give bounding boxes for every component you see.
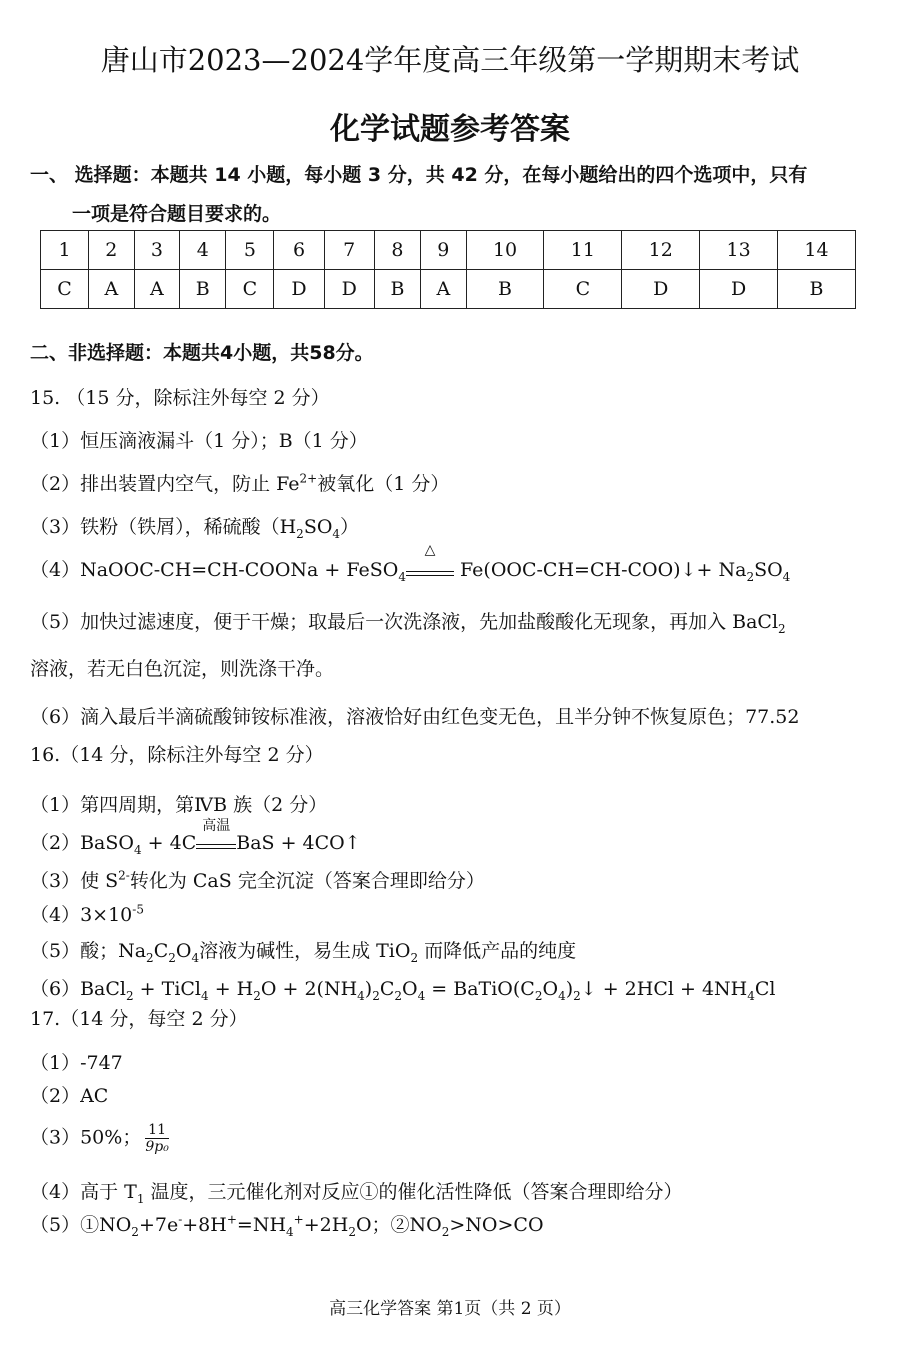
- answer-letter: B: [778, 270, 856, 309]
- question-number: 2: [89, 231, 135, 270]
- question-number: 11: [544, 231, 622, 270]
- answer-letter: A: [134, 270, 180, 309]
- answer-table-number-row: [41, 231, 856, 270]
- question-number: 6: [274, 231, 324, 270]
- high-temperature-condition-arrow: 高温: [196, 835, 236, 849]
- answer-table-answer-row: [41, 270, 856, 309]
- question-number: 10: [466, 231, 544, 270]
- q15-answer-6: （6）滴入最后半滴硫酸铈铵标准液，溶液恰好由红色变无色，且半分钟不恢复原色；77.52: [30, 706, 800, 728]
- q16-answer-6: （6）BaCl$_2$ + TiCl$_4$ + $H_2O + 2(NH_4)_2C_2O_4$ = $BaTiO(C_2O_4)_2↓ + 2HCl + 4NH_4Cl$: [30, 978, 776, 1003]
- answer-letter: D: [700, 270, 778, 309]
- q16-answer-4: $(4)3\times 10^{-5}$: [30, 902, 144, 926]
- q17-answer-1: （1）-747: [30, 1052, 123, 1074]
- q16-answer-2: （2）BaSO$_4$ + 4C 高温 BaS + 4CO↑: [30, 818, 361, 857]
- q17-answer-2: （2）AC: [30, 1085, 109, 1107]
- answer-letter: C: [226, 270, 274, 309]
- q17-answer-4: （4）高于 $T_1$ 温度，三元催化剂对反应①的催化活性降低（答案合理即给分）: [30, 1181, 683, 1206]
- q15-answer-2: （2）排出装置内空气，防止 $Fe^{2+}$被氧化（1 分）: [30, 471, 450, 495]
- answer-letter: A: [421, 270, 467, 309]
- answer-letter: D: [324, 270, 374, 309]
- q15-answer-3: （3）铁粉（铁屑），稀硫酸$(H_2SO_4)$: [30, 516, 360, 541]
- question-number: 12: [622, 231, 700, 270]
- answer-letter: B: [466, 270, 544, 309]
- answer-letter: C: [544, 270, 622, 309]
- q16-answer-3: （3）使 $S^{2-}$转化为 CaS 完全沉淀（答案合理即给分）: [30, 868, 485, 892]
- answer-letter: D: [274, 270, 324, 309]
- page-title: 唐山市2023—2024学年度高三年级第一学期期末考试: [100, 43, 800, 77]
- answer-letter: C: [41, 270, 89, 309]
- question-number: 1: [41, 231, 89, 270]
- q16-answer-5: （5）酸；$Na_2C_2O_4$溶液为碱性，易生成 TiO$_2$ 而降低产品的纯度: [30, 940, 577, 965]
- question-number: 5: [226, 231, 274, 270]
- heat-condition-arrow: △: [406, 562, 454, 576]
- question-number: 3: [134, 231, 180, 270]
- question-number: 13: [700, 231, 778, 270]
- section2-heading: 二、非选择题：本题共4小题，共58分。: [30, 342, 374, 364]
- q17-answer-5: $(5)①NO_2+7e^-+8H^+=NH_4^++2H_2O$；$②NO_2>NO>CO$: [30, 1212, 544, 1239]
- q16-heading: 16.（14 分，除标注外每空 2 分）: [30, 744, 324, 766]
- question-number: 9: [421, 231, 467, 270]
- answer-letter: A: [89, 270, 135, 309]
- question-number: 7: [324, 231, 374, 270]
- question-number: 4: [180, 231, 226, 270]
- answer-letter: B: [180, 270, 226, 309]
- q15-answer-1: （1）恒压滴液漏斗（1 分）；B（1 分）: [30, 430, 368, 452]
- q17-heading: 17.（14 分，每空 2 分）: [30, 1008, 248, 1030]
- section1-heading-line2: 一项是符合题目要求的。: [72, 203, 282, 225]
- page-footer: 高三化学答案 第1页（共 2 页）: [329, 1299, 571, 1319]
- q15-answer-5-line2: 溶液，若无白色沉淀，则洗涤干净。: [30, 658, 335, 680]
- answer-letter: B: [374, 270, 420, 309]
- answer-letter: D: [622, 270, 700, 309]
- q15-answer-5-line1: （5）加快过滤速度，便于干燥；取最后一次洗涤液，先加盐酸酸化无现象，再加入 BaCl$_2$: [30, 611, 786, 636]
- q15-answer-4: （4）NaOOC-CH=CH-COONa + FeSO$_4$ △ Fe(OOC-CH=CH-COO)↓+ $Na_2SO_4$: [30, 542, 791, 584]
- page-subtitle: 化学试题参考答案: [330, 112, 570, 147]
- question-number: 8: [374, 231, 420, 270]
- answer-table: [40, 230, 856, 309]
- fraction: $\frac{11}{\text{9p₀}}$: [145, 1122, 169, 1155]
- q16-answer-1: （1）第四周期，第ⅣB 族（2 分）: [30, 794, 328, 816]
- section1-heading-line1: 一、 选择题：本题共 14 小题，每小题 3 分，共 42 分，在每小题给出的四个选项中，只有: [30, 164, 808, 186]
- q15-heading: 15. （15 分，除标注外每空 2 分）: [30, 387, 330, 409]
- q17-answer-3: （3）50%； $\frac{11}{\text{9p₀}}$: [30, 1122, 169, 1155]
- question-number: 14: [778, 231, 856, 270]
